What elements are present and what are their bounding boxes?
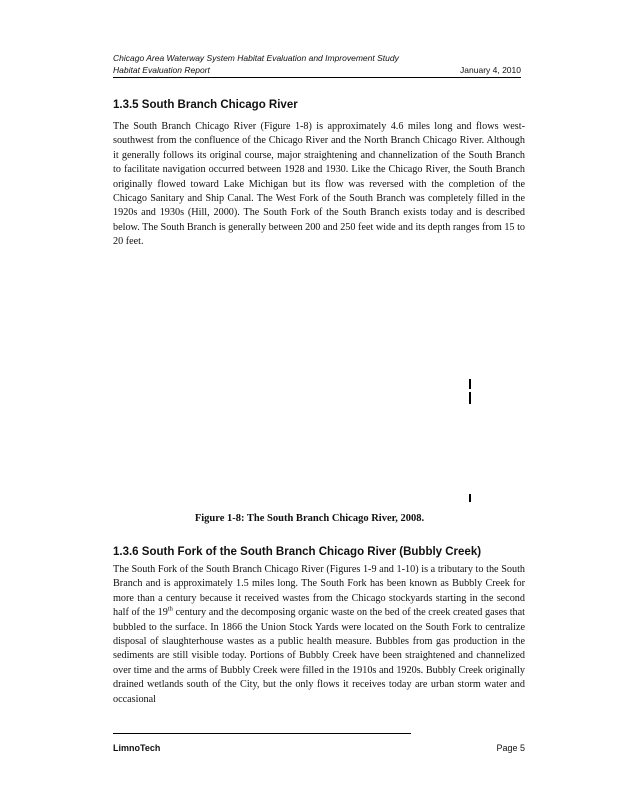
header-row <box>113 64 521 78</box>
page-number: Page 5 <box>496 743 525 753</box>
margin-mark <box>469 494 471 502</box>
paragraph-text-part1: The South Fork of the South Branch Chicago River (Figures 1-9 and 1-10) is a tributary to the South Branch and is approximately 1.5 miles long. The South Fork has been known as Bubbly Creek for more than a century because it received wastes from the Chicago stockyards starting in the second half of the 19 <box>113 564 525 619</box>
figure-caption: Figure 1-8: The South Branch Chicago River, 2008. <box>194 513 425 524</box>
footer-company: LimnoTech <box>113 743 161 753</box>
footer-rule <box>113 733 411 734</box>
margin-mark <box>469 392 471 404</box>
header-report-title: Habitat Evaluation Report <box>113 65 210 75</box>
margin-mark <box>469 379 471 389</box>
running-header <box>113 52 521 78</box>
section-heading-south-branch: 1.3.5 South Branch Chicago River <box>113 99 298 111</box>
superscript-th: th <box>167 605 173 613</box>
paragraph-south-branch: The South Branch Chicago River (Figure 1-8) is approximately 4.6 miles long and flows west-southwest from the confluence of the Chicago River and the North Branch Chicago River. Although it generally follows its original course, major straightening and channelization of the South Branch to facilitate navigation occurred between 1928 and 1930. Like the Chicago River, the South Branch originally flowed toward Lake Michigan but its flow was reversed with the completion of the Chicago Sanitary and Ship Canal. The West Fork of the South Branch was completely filled in the 1920s and 1930s (Hill, 2000). The South Fork of the South Branch exists today and is described below. The South Branch is generally between 200 and 250 feet wide and its depth ranges from 15 to 20 feet. <box>113 121 525 248</box>
header-date: January 4, 2010 <box>460 65 521 75</box>
paragraph-text-part2: century and the decomposing organic waste on the bed of the creek created gases that bubbled to the surface. In 1866 the Union Stock Yards were located on the South Fork to centralize disposal of slaughterhouse wastes as a public health measure. Bubbles from gas production in the sediments are still visible today. Portions of Bubbly Creek have been straightened and channelized over time and the arms of Bubbly Creek were filled in the 1910s and 1920s. Bubbly Creek originally drained wetlands south of the City, but the only flows it receives today are urban storm water and occasional <box>113 607 525 705</box>
paragraph-bubbly-creek <box>113 563 525 707</box>
header-study-title: Chicago Area Waterway System Habitat Evaluation and Improvement Study <box>113 53 399 63</box>
section-heading-bubbly-creek: 1.3.6 South Fork of the South Branch Chicago River (Bubbly Creek) <box>113 546 482 558</box>
